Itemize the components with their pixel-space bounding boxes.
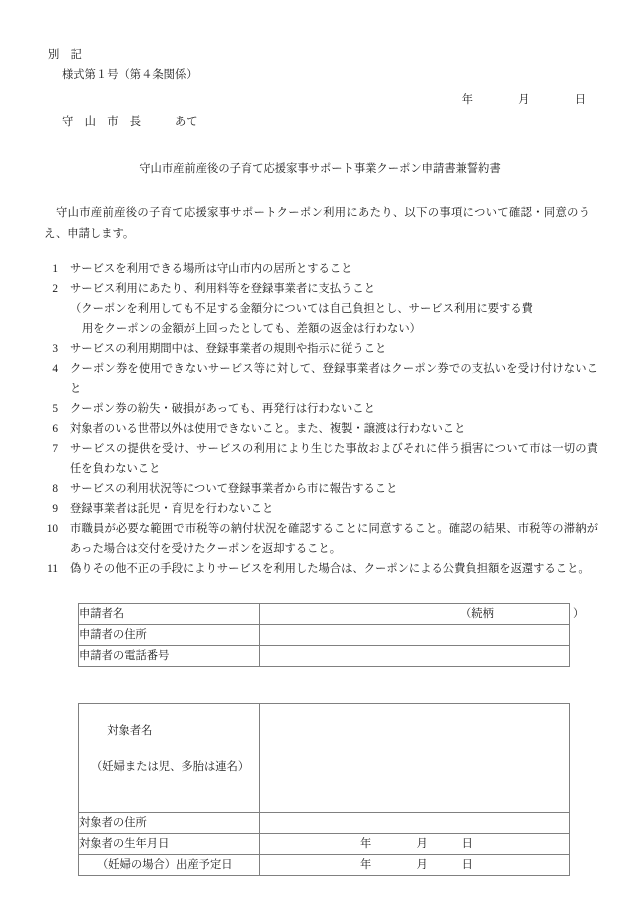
subject-table — [78, 703, 570, 876]
subject-name-field[interactable] — [260, 704, 570, 813]
table-row — [79, 646, 570, 667]
clause-text: サービスの提供を受け、サービスの利用により生じた事故およびそれに伴う損害について市は一切の責任を負わないこと — [70, 443, 598, 475]
clause-text: サービス利用にあたり、利用料等を登録事業者に支払うこと — [70, 283, 376, 295]
clause-number: 1 — [52, 263, 58, 275]
table-row — [79, 855, 570, 876]
subject-birthdate-label: 対象者の生年月日 — [79, 834, 260, 855]
clause-number: 6 — [52, 423, 58, 435]
due-date-label: （妊婦の場合）出産予定日 — [79, 855, 260, 876]
clause-subtext: 用をクーポンの金額が上回ったとしても、差額の返金は行わない） — [82, 323, 421, 335]
applicant-phone-label: 申請者の電話番号 — [79, 646, 260, 667]
clause-text: クーポン券を使用できないサービス等に対して、登録事業者はクーポン券での支払いを受け付けないこと — [70, 363, 598, 395]
clause-item — [32, 419, 598, 439]
table-row — [79, 704, 570, 813]
clause-text: サービスを利用できる場所は守山市内の居所とすること — [70, 263, 353, 275]
clause-number: 4 — [52, 363, 58, 375]
clause-item — [32, 519, 598, 559]
addressee-line: 守 山 市 長 あて — [62, 116, 198, 128]
clause-item — [32, 499, 598, 519]
clause-text: サービスの利用期間中は、登録事業者の規則や指示に従うこと — [70, 343, 387, 355]
table-row — [79, 834, 570, 855]
year-month-day-hint: 年 月 日 — [360, 859, 473, 871]
clause-text: 対象者のいる世帯以外は使用できないこと。また、複製・譲渡は行わないこと — [70, 423, 466, 435]
subject-name-label-line1: 対象者名 — [107, 725, 153, 737]
clause-number: 7 — [52, 443, 58, 455]
document-header — [0, 45, 630, 85]
clause-list — [32, 259, 598, 579]
clause-text: クーポン券の紛失・破損があっても、再発行は行わないこと — [70, 403, 375, 415]
subject-address-field[interactable] — [260, 813, 570, 834]
clause-number: 11 — [47, 563, 58, 575]
subject-address-label: 対象者の住所 — [79, 813, 260, 834]
applicant-name-field[interactable] — [260, 604, 585, 625]
applicant-name-label: 申請者名 — [79, 604, 260, 625]
clause-text: 偽りその他不正の手段によりサービスを利用した場合は、クーポンによる公費負担額を返還すること。 — [70, 563, 590, 575]
clause-item — [32, 339, 598, 359]
clause-item — [32, 259, 598, 279]
applicant-address-field[interactable] — [260, 625, 570, 646]
subject-name-label-line2: （妊婦または児、多胎は連名） — [91, 761, 250, 773]
table-row — [79, 604, 570, 625]
page-title: 守山市産前産後の子育て応援家事サポート事業クーポン申請書兼誓約書 — [139, 163, 501, 175]
due-date-field[interactable] — [260, 855, 570, 876]
relationship-hint: （続柄 ） — [460, 608, 585, 620]
table-row — [79, 625, 570, 646]
table-row — [79, 813, 570, 834]
intro-paragraph: 守山市産前産後の子育て応援家事サポートクーポン利用にあたり、以下の事項について確認・同意のうえ、申請します。 — [44, 207, 590, 240]
clause-text: 市職員が必要な範囲で市税等の納付状況を確認することに同意すること。確認の結果、市税等の滞納があった場合は交付を受けたクーポンを返却すること。 — [70, 523, 598, 555]
clause-item — [32, 399, 598, 419]
clause-number: 10 — [46, 523, 58, 535]
clause-item — [32, 359, 598, 399]
subject-name-label — [79, 704, 260, 813]
applicant-table — [78, 603, 585, 667]
clause-number: 5 — [52, 403, 58, 415]
clause-number: 2 — [52, 283, 58, 295]
form-number: 様式第１号（第４条関係） — [62, 69, 198, 81]
clause-number: 8 — [52, 483, 58, 495]
clause-item — [32, 479, 598, 499]
clause-item — [32, 439, 598, 479]
applicant-phone-field[interactable] — [260, 646, 570, 667]
clause-number: 9 — [52, 503, 58, 515]
clause-item — [32, 559, 598, 579]
clause-text: 登録事業者は託児・育児を行わないこと — [70, 503, 274, 515]
year-month-day-hint: 年 月 日 — [360, 838, 473, 850]
clause-subtext: （クーポンを利用しても不足する金額分については自己負担とし、サービス利用に要する費 — [70, 303, 533, 315]
bekki-label: 別 記 — [48, 49, 82, 61]
clause-text: サービスの利用状況等について登録事業者から市に報告すること — [70, 483, 398, 495]
subject-birthdate-field[interactable] — [260, 834, 570, 855]
applicant-address-label: 申請者の住所 — [79, 625, 260, 646]
date-field-line: 年 月 日 — [461, 94, 586, 106]
clause-item — [32, 279, 598, 299]
clause-number: 3 — [52, 343, 58, 355]
